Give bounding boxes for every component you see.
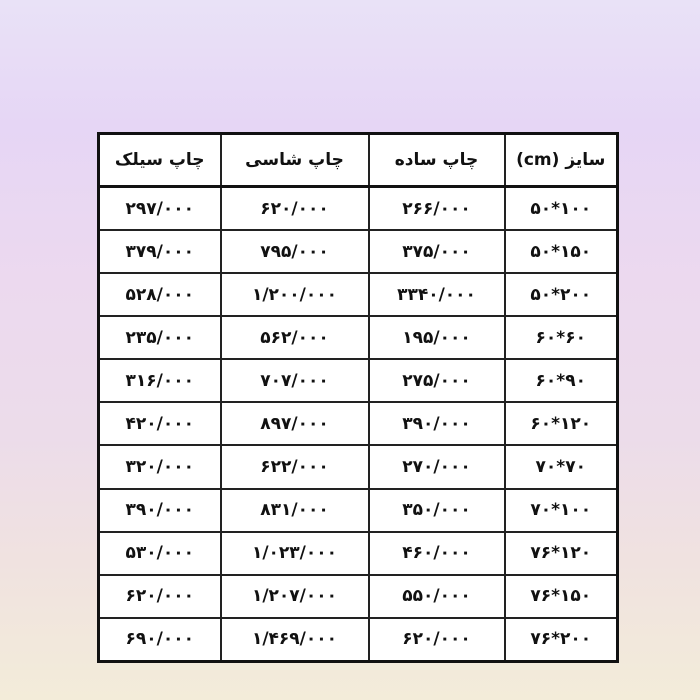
- table-row: [99, 618, 618, 662]
- chassis-price-cell: ۱/۴۶۹/۰۰۰: [221, 618, 369, 662]
- chassis-price-cell: ۷۰۷/۰۰۰: [221, 359, 369, 402]
- size-cell: ۶۰*۶۰: [505, 316, 618, 359]
- chassis-price-cell: ۱/۰۲۳/۰۰۰: [221, 532, 369, 575]
- simple-price-cell: ۲۷۵/۰۰۰: [369, 359, 505, 402]
- size-cell: ۷۶*۱۲۰: [505, 532, 618, 575]
- silk-price-cell: ۳۱۶/۰۰۰: [99, 359, 221, 402]
- silk-price-cell: ۴۲۰/۰۰۰: [99, 402, 221, 445]
- size-cell: ۵۰*۲۰۰: [505, 273, 618, 316]
- simple-price-cell: ۱۹۵/۰۰۰: [369, 316, 505, 359]
- simple-price-cell: ۴۶۰/۰۰۰: [369, 532, 505, 575]
- silk-price-cell: ۵۲۸/۰۰۰: [99, 273, 221, 316]
- table-header-row: [99, 134, 618, 187]
- simple-price-cell: ۶۲۰/۰۰۰: [369, 618, 505, 662]
- header-chassis-print: چاپ شاسی: [221, 134, 369, 187]
- size-cell: ۵۰*۱۰۰: [505, 187, 618, 231]
- chassis-price-cell: ۵۶۲/۰۰۰: [221, 316, 369, 359]
- size-cell: ۷۰*۷۰: [505, 445, 618, 488]
- header-size: سایز (cm): [505, 134, 618, 187]
- size-cell: ۷۶*۱۵۰: [505, 575, 618, 618]
- table-row: [99, 532, 618, 575]
- table-row: [99, 316, 618, 359]
- silk-price-cell: ۵۳۰/۰۰۰: [99, 532, 221, 575]
- chassis-price-cell: ۸۳۱/۰۰۰: [221, 489, 369, 532]
- chassis-price-cell: ۶۲۲/۰۰۰: [221, 445, 369, 488]
- silk-price-cell: ۶۲۰/۰۰۰: [99, 575, 221, 618]
- header-silk-print: چاپ سیلک: [99, 134, 221, 187]
- size-cell: ۷۰*۱۰۰: [505, 489, 618, 532]
- table-row: [99, 402, 618, 445]
- simple-price-cell: ۳۷۵/۰۰۰: [369, 230, 505, 273]
- table-row: [99, 359, 618, 402]
- table-row: [99, 273, 618, 316]
- size-cell: ۶۰*۹۰: [505, 359, 618, 402]
- simple-price-cell: ۲۶۶/۰۰۰: [369, 187, 505, 231]
- chassis-price-cell: ۸۹۷/۰۰۰: [221, 402, 369, 445]
- simple-price-cell: ۳۹۰/۰۰۰: [369, 402, 505, 445]
- silk-price-cell: ۶۹۰/۰۰۰: [99, 618, 221, 662]
- silk-price-cell: ۳۲۰/۰۰۰: [99, 445, 221, 488]
- silk-price-cell: ۲۳۵/۰۰۰: [99, 316, 221, 359]
- chassis-price-cell: ۱/۲۰۷/۰۰۰: [221, 575, 369, 618]
- size-cell: ۵۰*۱۵۰: [505, 230, 618, 273]
- silk-price-cell: ۲۹۷/۰۰۰: [99, 187, 221, 231]
- size-cell: ۷۶*۲۰۰: [505, 618, 618, 662]
- chassis-price-cell: ۱/۲۰۰/۰۰۰: [221, 273, 369, 316]
- table-row: [99, 489, 618, 532]
- table-row: [99, 575, 618, 618]
- chassis-price-cell: ۶۲۰/۰۰۰: [221, 187, 369, 231]
- table-row: [99, 445, 618, 488]
- simple-price-cell: ۲۷۰/۰۰۰: [369, 445, 505, 488]
- table-row: [99, 187, 618, 231]
- size-cell: ۶۰*۱۲۰: [505, 402, 618, 445]
- table-row: [99, 230, 618, 273]
- header-simple-print: چاپ ساده: [369, 134, 505, 187]
- silk-price-cell: ۳۷۹/۰۰۰: [99, 230, 221, 273]
- silk-price-cell: ۳۹۰/۰۰۰: [99, 489, 221, 532]
- simple-price-cell: ۳۳۴۰/۰۰۰: [369, 273, 505, 316]
- simple-price-cell: ۵۵۰/۰۰۰: [369, 575, 505, 618]
- simple-price-cell: ۳۵۰/۰۰۰: [369, 489, 505, 532]
- chassis-price-cell: ۷۹۵/۰۰۰: [221, 230, 369, 273]
- price-table: [97, 132, 619, 663]
